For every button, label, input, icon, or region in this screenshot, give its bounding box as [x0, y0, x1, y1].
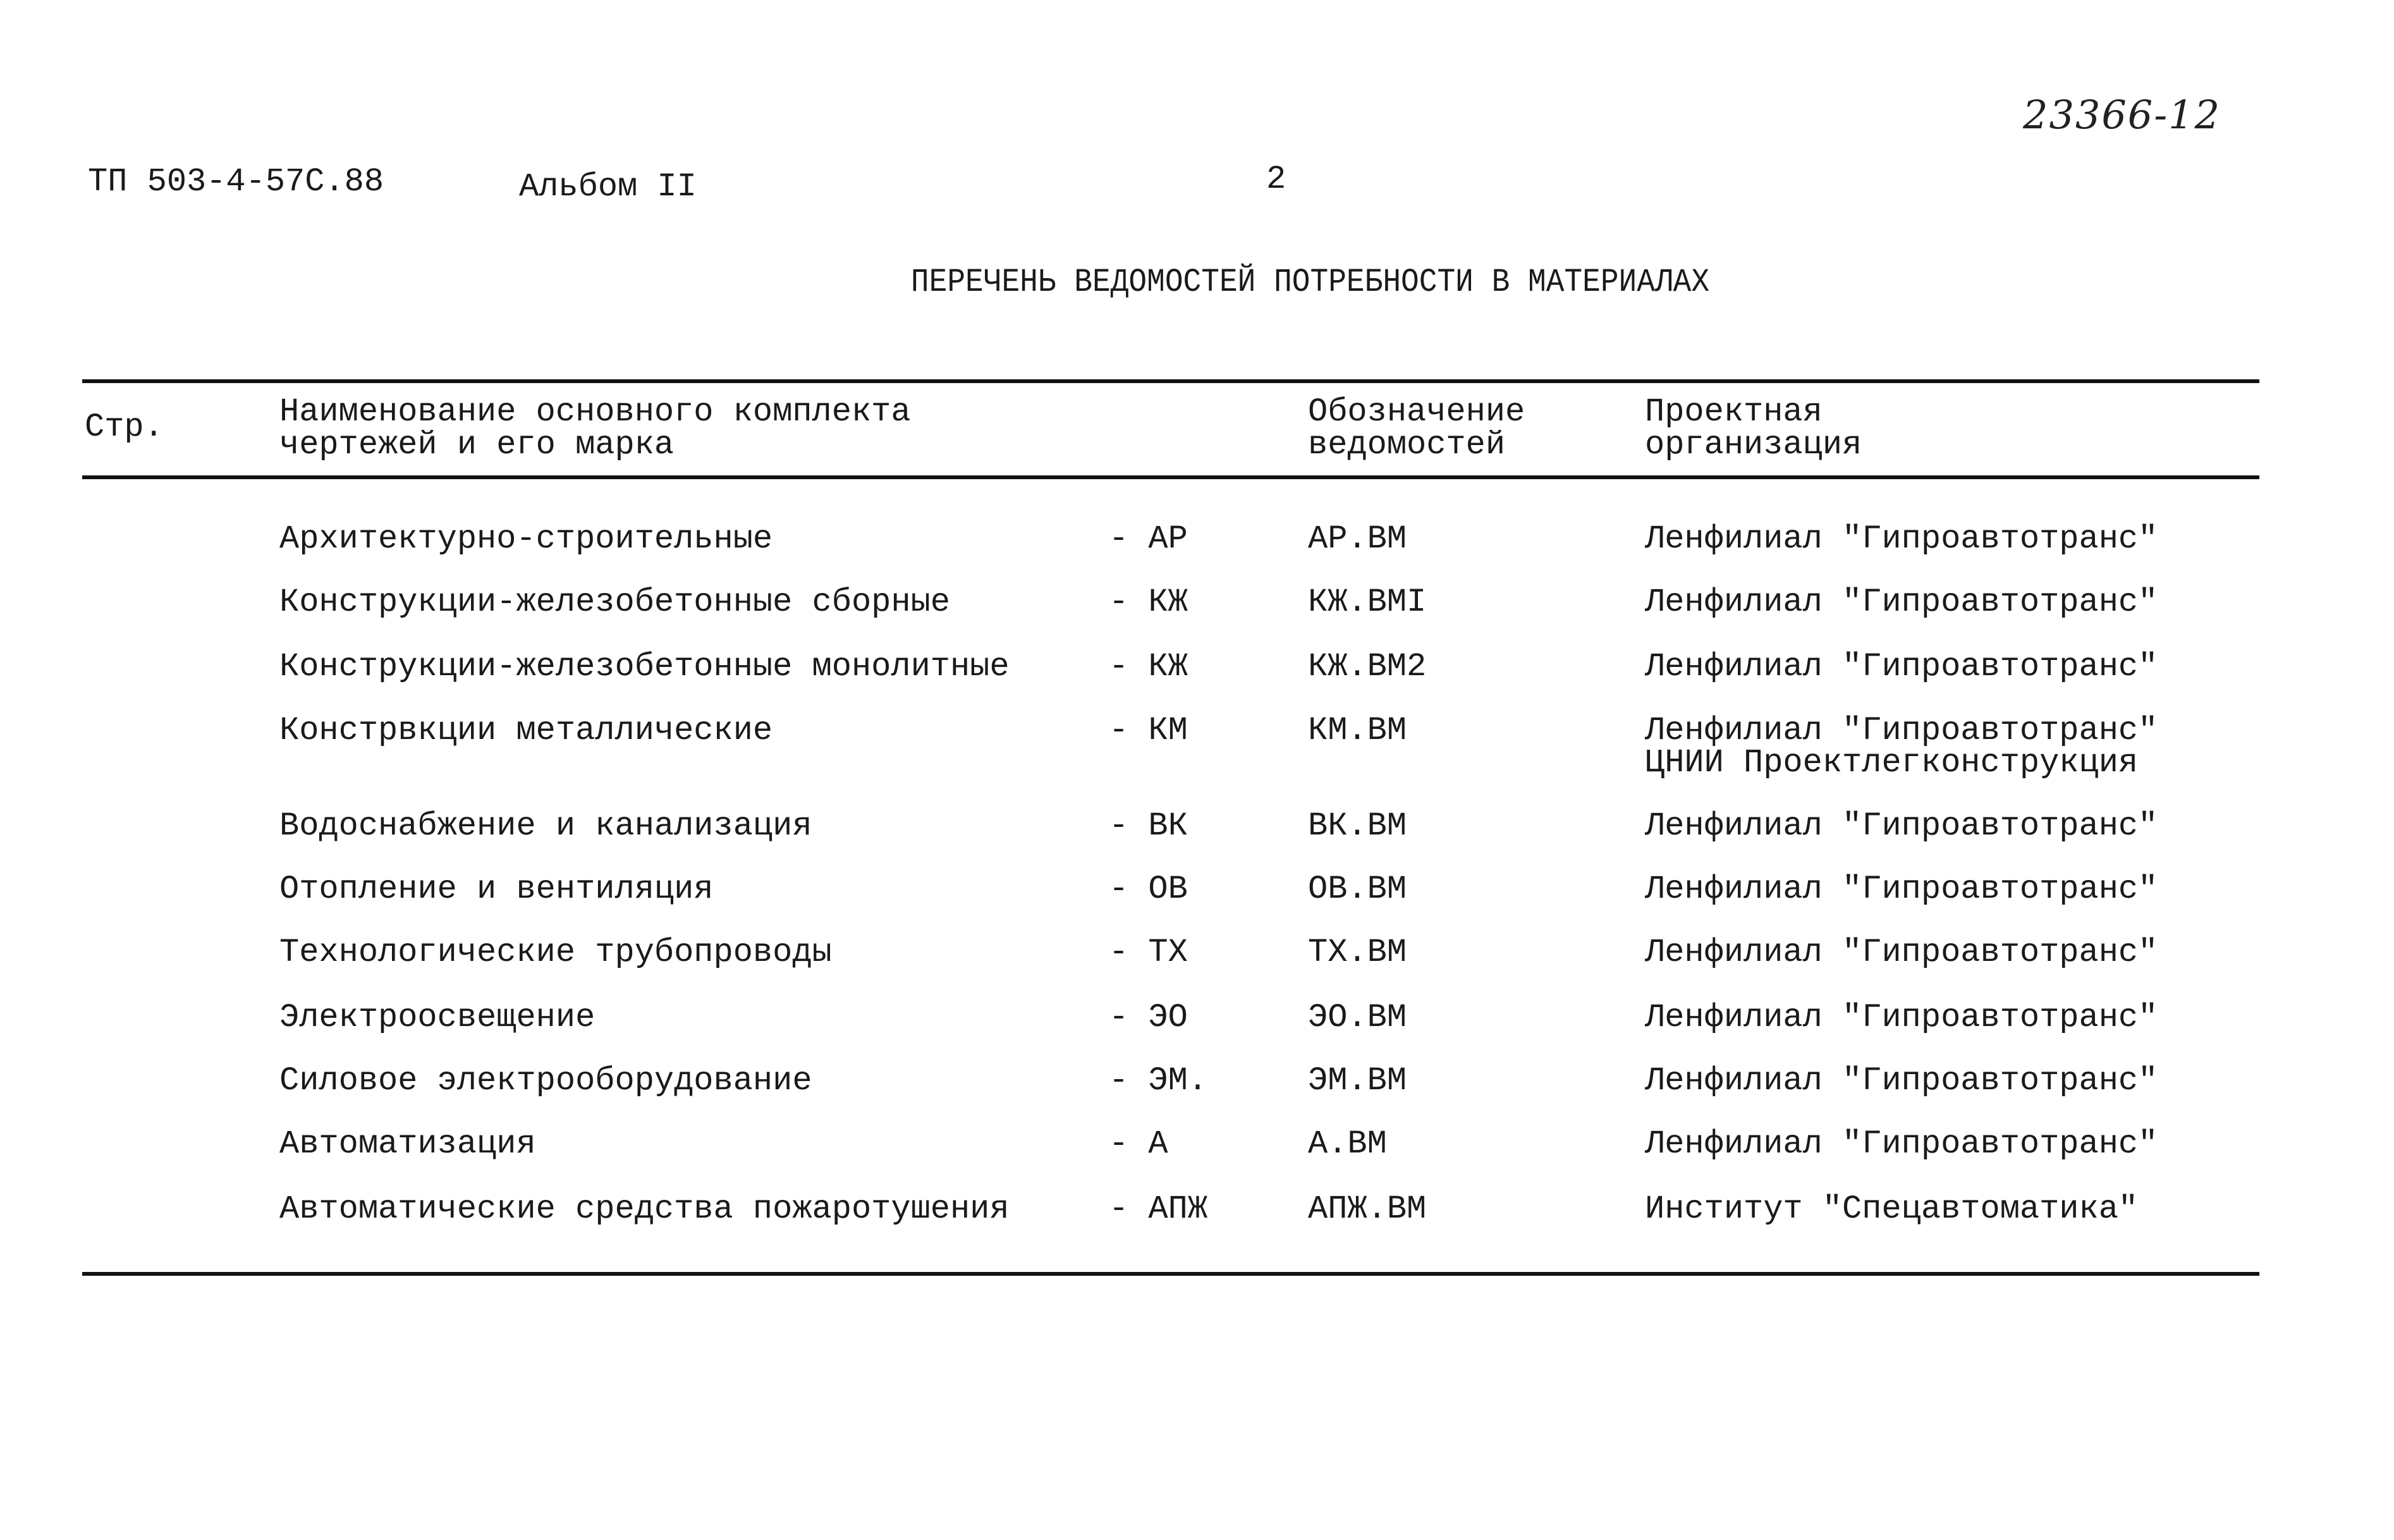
- cell-designation: АПЖ.ВМ: [1308, 1190, 1427, 1228]
- cell-name: Архитектурно-строительные: [279, 520, 773, 558]
- cell-mark: - ТХ: [1109, 934, 1188, 971]
- cell-org: Ленфилиал "Гипроавтотранс": [1645, 934, 2158, 971]
- cell-mark: - ЭМ.: [1109, 1062, 1208, 1099]
- cell-designation: КЖ.ВМ2: [1308, 648, 1427, 685]
- cell-org: Ленфилиал "Гипроавтотранс": [1645, 712, 2158, 749]
- cell-name: Автоматические средства пожаротушения: [279, 1190, 1010, 1228]
- table-header-rule: [82, 475, 2259, 479]
- cell-mark: - ОВ: [1109, 871, 1188, 908]
- cell-designation: КМ.ВМ: [1308, 712, 1407, 749]
- cell-org: Ленфилиал "Гипроавтотранс": [1645, 648, 2158, 685]
- cell-mark: - КЖ: [1109, 584, 1188, 621]
- cell-mark: - АПЖ: [1109, 1190, 1208, 1228]
- cell-name: Отопление и вентиляция: [279, 871, 714, 908]
- cell-mark: - А: [1109, 1125, 1168, 1163]
- col-name-line1: Наименование основного комплекта: [279, 393, 911, 431]
- col-designation-line2: ведомостей: [1308, 426, 1506, 463]
- col-designation-line1: Обозначение: [1308, 393, 1525, 431]
- cell-org: Ленфилиал "Гипроавтотранс": [1645, 520, 2158, 558]
- table-bottom-rule: [82, 1272, 2259, 1276]
- cell-name: Технологические трубопроводы: [279, 934, 832, 971]
- cell-designation: А.ВМ: [1308, 1125, 1387, 1163]
- page-number: 2: [1266, 161, 1286, 198]
- cell-mark: - ЭО: [1109, 999, 1188, 1036]
- col-org-line2: организация: [1645, 426, 1862, 463]
- col-page: Стр.: [85, 408, 164, 446]
- cell-designation: ТХ.ВМ: [1308, 934, 1407, 971]
- col-org-line1: Проектная: [1645, 393, 1823, 431]
- cell-mark: - АР: [1109, 520, 1188, 558]
- cell-org: Ленфилиал "Гипроавтотранс": [1645, 807, 2158, 845]
- cell-org: Ленфилиал "Гипроавтотранс": [1645, 584, 2158, 621]
- cell-mark: - ВК: [1109, 807, 1188, 845]
- cell-org: Ленфилиал "Гипроавтотранс": [1645, 1125, 2158, 1163]
- cell-org: Ленфилиал "Гипроавтотранс": [1645, 871, 2158, 908]
- cell-org: Ленфилиал "Гипроавтотранс": [1645, 1062, 2158, 1099]
- cell-org: Ленфилиал "Гипроавтотранс": [1645, 999, 2158, 1036]
- cell-mark: - КМ: [1109, 712, 1188, 749]
- cell-designation: ЭО.ВМ: [1308, 999, 1407, 1036]
- cell-designation: ОВ.ВМ: [1308, 871, 1407, 908]
- col-name-line2: чертежей и его марка: [279, 426, 675, 463]
- cell-designation: КЖ.ВМI: [1308, 584, 1427, 621]
- table-top-rule: [82, 379, 2259, 383]
- cell-designation: ВК.ВМ: [1308, 807, 1407, 845]
- cell-org: Институт "Спецавтоматика": [1645, 1190, 2139, 1228]
- cell-name: Автоматизация: [279, 1125, 536, 1163]
- archive-number-handwritten: 23366-12: [2023, 92, 2221, 138]
- cell-mark: - КЖ: [1109, 648, 1188, 685]
- cell-designation: АР.ВМ: [1308, 520, 1407, 558]
- cell-designation: ЭМ.ВМ: [1308, 1062, 1407, 1099]
- cell-name: Констрвкции металлические: [279, 712, 773, 749]
- cell-name: Силовое электрооборудование: [279, 1062, 812, 1099]
- cell-name: Конструкции-железобетонные сборные: [279, 584, 950, 621]
- cell-name: Конструкции-железобетонные монолитные: [279, 648, 1010, 685]
- cell-org: ЦНИИ Проектлегконструкция: [1645, 744, 2139, 781]
- cell-name: Электроосвещение: [279, 999, 595, 1036]
- doc-code: ТП 503-4-57С.88: [88, 163, 384, 200]
- cell-name: Водоснабжение и канализация: [279, 807, 812, 845]
- document-title: ПЕРЕЧЕНЬ ВЕДОМОСТЕЙ ПОТРЕБНОСТИ В МАТЕРИАЛАХ: [910, 264, 1710, 301]
- album-label: Альбом II: [519, 168, 697, 205]
